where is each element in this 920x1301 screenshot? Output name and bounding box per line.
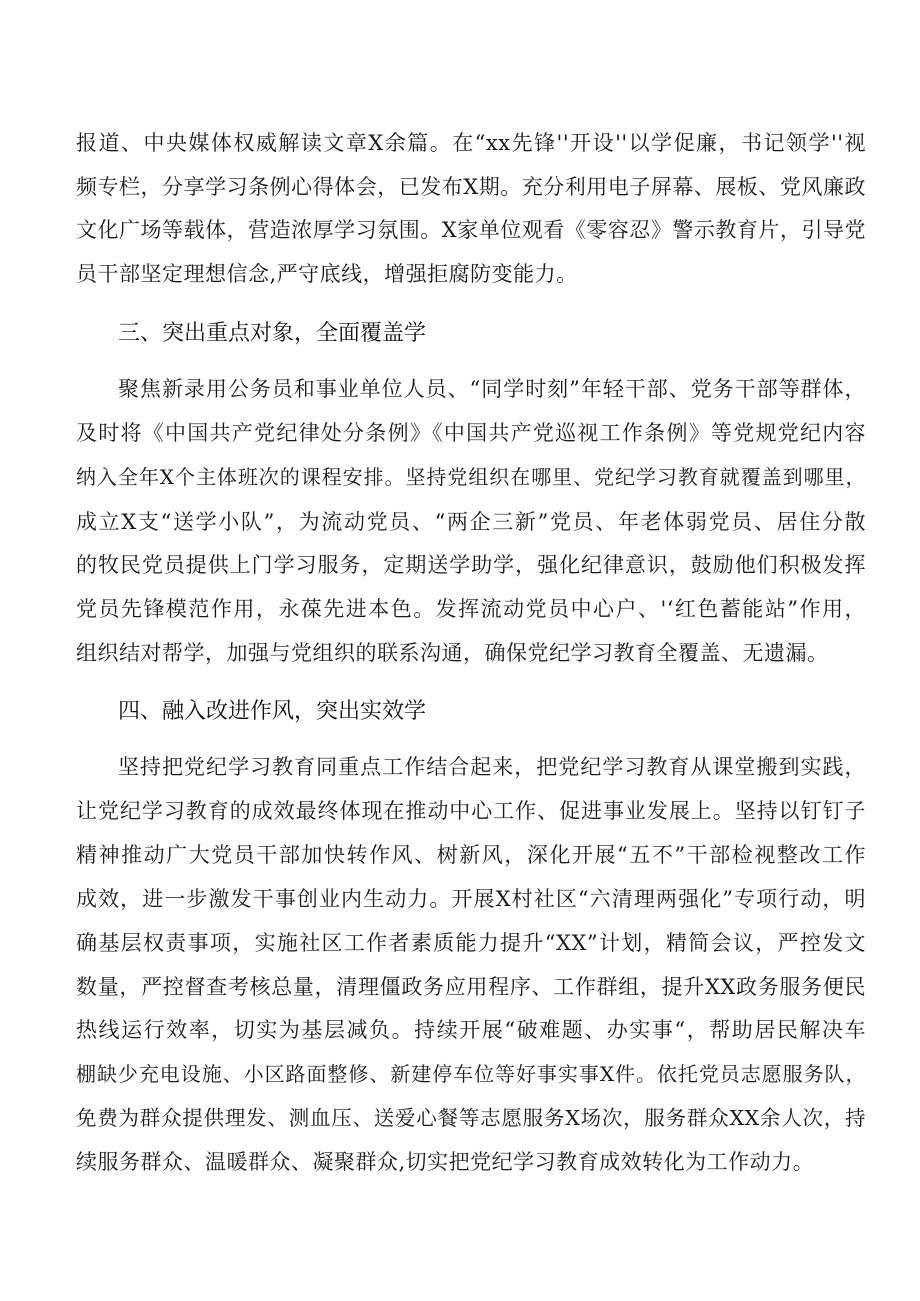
text-line: 的牧民党员提供上门学习服务，定期送学助学，强化纪律意识，鼓励他们积极发挥 xyxy=(76,553,866,577)
text-line: 成立X支“送学小队”，为流动党员、“两企三新”党员、年老体弱党员、居住分散 xyxy=(76,510,866,534)
section-heading-four: 四、融入改进作风，突出实效学 xyxy=(118,699,427,724)
text-line: 及时将《中国共产党纪律处分条例》《中国共产党巡视工作条例》等党规党纪内容 xyxy=(76,421,866,445)
text-line: 组织结对帮学，加强与党组织的联系沟通，确保党纪学习教育全覆盖、无遗漏。 xyxy=(76,641,829,665)
text-line: 员干部坚定理想信念,严守底线，增强拒腐防变能力。 xyxy=(76,262,578,286)
section-heading-three: 三、突出重点对象，全面覆盖学 xyxy=(118,321,427,346)
text-line: 精神推动广大党员干部加快转作风、树新风，深化开展“五不”干部检视整改工作 xyxy=(76,843,866,867)
text-line: 免费为群众提供理发、测血压、送爱心餐等志愿服务X场次，服务群众XX余人次，持 xyxy=(76,1106,866,1130)
text-line: 让党纪学习教育的成效最终体现在推动中心工作、促进事业发展上。坚持以钉钉子 xyxy=(76,799,866,823)
text-line: 坚持把党纪学习教育同重点工作结合起来，把党纪学习教育从课堂搬到实践， xyxy=(118,755,866,779)
text-line: 党员先锋模范作用，永葆先进本色。发挥流动党员中心户、'‘红色蓄能站”作用， xyxy=(76,597,866,621)
text-line: 频专栏，分享学习条例心得体会，已发布X期。充分利用电子屏幕、展板、党风廉政 xyxy=(76,175,866,199)
text-line: 报道、中央媒体权威解读文章X余篇。在“xx先锋''开设''以学促廉，书记领学''视 xyxy=(76,131,866,155)
text-line: 文化广场等载体，营造浓厚学习氛围。X家单位观看《零容忍》警示教育片，引导党 xyxy=(76,218,866,242)
text-line: 聚焦新录用公务员和事业单位人员、“同学时刻”年轻干部、党务干部等群体， xyxy=(118,377,866,401)
text-line: 数量，严控督查考核总量，清理僵政务应用程序、工作群组，提升XX政务服务便民 xyxy=(76,975,866,999)
text-line: 热线运行效率，切实为基层减负。持续开展“破难题、办实事“，帮助居民解决车 xyxy=(76,1018,866,1042)
text-line: 成效，进一步激发干事创业内生动力。开展X村社区“六清理两强化”专项行动，明 xyxy=(76,887,866,911)
text-line: 棚缺少充电设施、小区路面整修、新建停车位等好事实事X件。依托党员志愿服务队， xyxy=(76,1062,866,1086)
text-line: 确基层权责事项，实施社区工作者素质能力提升“XX”计划，精简会议，严控发文 xyxy=(76,931,866,955)
text-line: 纳入全年X个主体班次的课程安排。坚持党组织在哪里、党纪学习教育就覆盖到哪里， xyxy=(76,465,866,489)
text-line: 续服务群众、温暖群众、凝聚群众,切实把党纪学习教育成效转化为工作动力。 xyxy=(76,1150,815,1174)
